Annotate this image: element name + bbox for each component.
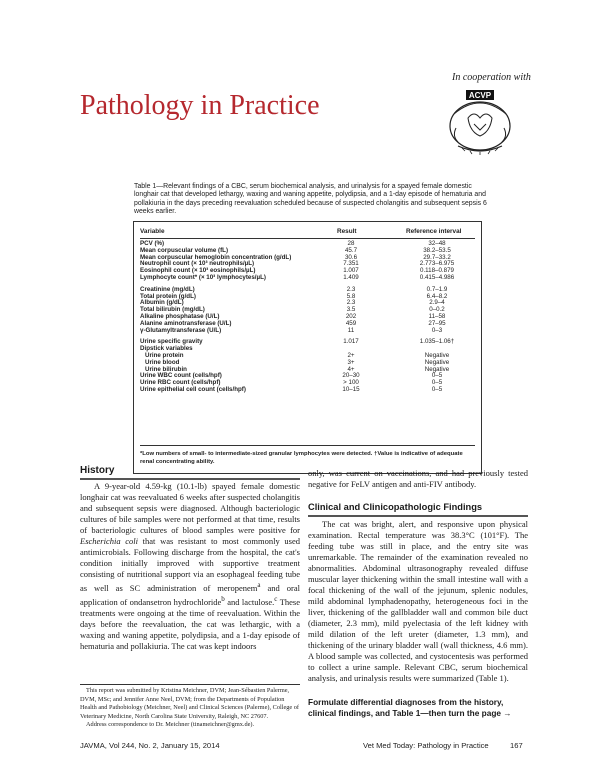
cell-variable: Neutrophil count (× 10³ neutrophils/µL) bbox=[140, 260, 255, 268]
author-footnotes bbox=[80, 687, 300, 730]
clinical-heading: Clinical and Clinicopathologic Findings bbox=[308, 502, 483, 512]
page-title: Pathology in Practice bbox=[80, 90, 320, 121]
cell-reference: 0–0.2 bbox=[429, 306, 445, 314]
table-row bbox=[140, 275, 475, 282]
journal-citation: JAVMA, Vol 244, No. 2, January 15, 2014 bbox=[80, 741, 220, 750]
organism-name: Escherichia coli bbox=[80, 536, 139, 546]
cell-result: > 100 bbox=[343, 379, 359, 387]
cell-variable: Mean corpuscular volume (fL) bbox=[140, 246, 229, 254]
cell-variable: Total bilirubin (mg/dL) bbox=[140, 306, 205, 314]
header-variable: Variable bbox=[140, 228, 165, 235]
cell-variable: Urine RBC count (cells/hpf) bbox=[140, 379, 221, 387]
cell-reference: 27–95 bbox=[428, 319, 446, 327]
page-number: 167 bbox=[510, 741, 523, 750]
cell-result: 3.5 bbox=[346, 306, 356, 314]
cell-reference: 0–5 bbox=[431, 379, 443, 387]
table-row bbox=[140, 387, 475, 394]
table-footnote: *Low numbers of small- to intermediate-sized granular lymphocytes were detected. †Value is indicative of adequate renal concentrating ability. bbox=[140, 445, 475, 466]
cell-variable: Dipstick variables bbox=[140, 345, 193, 353]
cell-reference: 32–48 bbox=[428, 240, 446, 247]
cell-reference: 0–3 bbox=[431, 326, 443, 334]
cell-result: 30.6 bbox=[344, 253, 358, 261]
cell-result: 1.007 bbox=[343, 267, 359, 275]
cell-result: 28 bbox=[347, 240, 355, 247]
findings-table bbox=[133, 221, 482, 474]
cell-result: 45.7 bbox=[344, 246, 358, 254]
cell-variable: Urine protein bbox=[145, 351, 184, 359]
cell-reference: 0.118–0.879 bbox=[420, 267, 454, 275]
table-body bbox=[140, 241, 475, 394]
cell-result: 7.351 bbox=[343, 260, 359, 268]
cell-result: 11 bbox=[347, 326, 355, 334]
cell-reference: 0–5 bbox=[431, 385, 443, 393]
cooperation-label: In cooperation with bbox=[452, 72, 531, 83]
clinical-rule bbox=[308, 515, 528, 517]
cell-reference: 2.9–4 bbox=[429, 299, 445, 307]
cell-variable: Total protein (g/dL) bbox=[140, 292, 196, 300]
cell-result: 459 bbox=[345, 319, 357, 327]
cell-result: 10–15 bbox=[342, 385, 360, 393]
cell-variable: Albumin (g/dL) bbox=[140, 299, 184, 307]
cell-variable: Creatinine (mg/dL) bbox=[140, 285, 195, 293]
cell-variable: Urine bilirubin bbox=[145, 365, 187, 373]
history-rule bbox=[80, 478, 300, 480]
cell-reference: 6.4–8.2 bbox=[426, 292, 448, 300]
cell-variable: γ-Glutamyltransferase (U/L) bbox=[140, 326, 222, 334]
cell-result: 5.8 bbox=[346, 292, 356, 300]
author-note: This report was submitted by Kristina Meichner, DVM; Jean-Sébastien Palerme, DVM, MSc; and Jennifer Anne Neel, DVM; from the Departments of Population Health and Pathobiology (Meichner, Neel) and Clinical Sciences (Palerme), College of Veterinary Medicine, North Carolina State University, Raleigh, NC 27607. bbox=[80, 687, 300, 720]
footnote-divider bbox=[80, 684, 300, 685]
cell-reference: 38.2–53.5 bbox=[423, 246, 451, 254]
cell-result: 202 bbox=[345, 312, 357, 320]
cell-result: 2.3 bbox=[346, 285, 356, 293]
header-result: Result bbox=[337, 228, 357, 235]
correspondence-note: Address correspondence to Dr. Meichner (tinameichner@gmx.de). bbox=[86, 721, 255, 729]
cell-reference: 0.7–1.9 bbox=[426, 285, 448, 293]
acvp-seal-logo bbox=[440, 84, 520, 164]
cell-reference: 11–58 bbox=[428, 312, 446, 320]
cell-variable: Urine epithelial cell count (cells/hpf) bbox=[140, 385, 246, 393]
table-row bbox=[140, 294, 475, 301]
acvp-label: ACVP bbox=[468, 91, 492, 100]
cell-reference: 0.415–4.986 bbox=[419, 273, 455, 281]
cell-reference: Negative bbox=[424, 351, 450, 359]
cell-variable: Mean corpuscular hemoglobin concentration (g/dL) bbox=[140, 253, 292, 261]
cell-result: 3+ bbox=[347, 358, 355, 366]
cell-result: 1.017 bbox=[343, 338, 359, 346]
cell-variable: Urine blood bbox=[145, 358, 180, 366]
cell-result: 2+ bbox=[347, 351, 355, 359]
clinical-text: The cat was bright, alert, and responsive upon physical examination. Rectal temperature was 38.3°C (101°F). The feeding tube was still in place, and the entry site was unremarkable. The remainder of the examination revealed no abnormalities. Abdominal ultrasonography revealed diffuse muscular layer thickening within the small intestine wall with a focal thickening of the wall of the jejunum, splenic nodules, mild abdominal lymphadenopathy, heterogeneous foci in the liver, thickening of the gallbladder wall and common bile duct (diameter, 2.3 mm), mild pyelectasia of the left kidney with mild dilation of the left ureter (diameter, 1.3 mm), and thickening of the urinary bladder wall (wall thickness, 4.6 mm). A blood sample was collected, and cystocentesis was performed to collect a urine sample. Relevant CBC, serum biochemical analysis, and urinalysis results were summarized (Table 1). bbox=[308, 519, 528, 683]
header-reference: Reference interval bbox=[406, 228, 462, 235]
table-header bbox=[140, 226, 475, 239]
history-text: A 9-year-old 4.59-kg (10.1-lb) spayed female domestic longhair cat was reevaluated 6 weeks after suspected cholangitis and subsequent sepsis were diagnosed. Although bacteriologic cultures of bile samples were not performed at that time, results of bacteriologic cultures of blood samples were positive for Escherichia coli that was resistant to most commonly used antimicrobials. Following discharge from the hospital, the cat's condition initially improved with supportive treatment consisting of nutritional support via an esophageal feeding tube as well as SC administration of meropenem$^a$ and oral application of ondansetron hydrochloride$^b$ and lactulose.$^c$ These treatments were ongoing at the time of reevaluation. Within the days before the reevaluation, the cat was lethargic, with a waxing and waning appetite, polydipsia, and a 1-day episode of hematuria and pollakiuria. The cat was kept indoors bbox=[80, 481, 300, 651]
cell-variable: PCV (%) bbox=[140, 240, 165, 247]
cell-result: 4+ bbox=[347, 365, 355, 373]
cell-reference: 2.773–6.975 bbox=[419, 260, 455, 268]
cell-variable: Lymphocyte count* (× 10³ lymphocytes/µL) bbox=[140, 273, 266, 281]
table-caption: Table 1—Relevant findings of a CBC, serum biochemical analysis, and urinalysis for a spayed female domestic longhair cat that developed lethargy, waxing and waning appetite, polydipsia, and a 1-day episode of hematuria and pollakiuria in the days preceding reevaluation scheduled because of suspected cholangitis and subsequent sepsis 6 weeks earlier. bbox=[134, 183, 487, 216]
history-heading: History bbox=[80, 465, 115, 476]
cell-variable: Urine specific gravity bbox=[140, 338, 203, 346]
cell-reference: 0–5 bbox=[431, 372, 443, 380]
cell-result: 20–30 bbox=[342, 372, 360, 380]
history-continued: only, was current on vaccinations, and had previously tested negative for FeLV antigen and anti-FIV antibody. bbox=[308, 468, 528, 489]
cell-result: 1.409 bbox=[343, 273, 359, 281]
cell-variable: Eosinophil count (× 10³ eosinophils/µL) bbox=[140, 267, 256, 275]
cell-variable: Alkaline phosphatase (U/L) bbox=[140, 312, 220, 320]
turn-page-prompt: Formulate differential diagnoses from the history, clinical findings, and Table 1—then turn the page → bbox=[308, 697, 512, 718]
cell-reference: Negative bbox=[424, 365, 450, 373]
cell-result: 2.3 bbox=[346, 299, 356, 307]
cell-reference: Negative bbox=[424, 358, 450, 366]
table-row bbox=[140, 328, 475, 335]
cell-reference: 1.035–1.06† bbox=[419, 338, 455, 346]
section-name: Vet Med Today: Pathology in Practice bbox=[363, 741, 489, 750]
cell-variable: Urine WBC count (cells/hpf) bbox=[140, 372, 222, 380]
cell-reference: 29.7–33.2 bbox=[423, 253, 451, 261]
cell-variable: Alanine aminotransferase (U/L) bbox=[140, 319, 232, 327]
